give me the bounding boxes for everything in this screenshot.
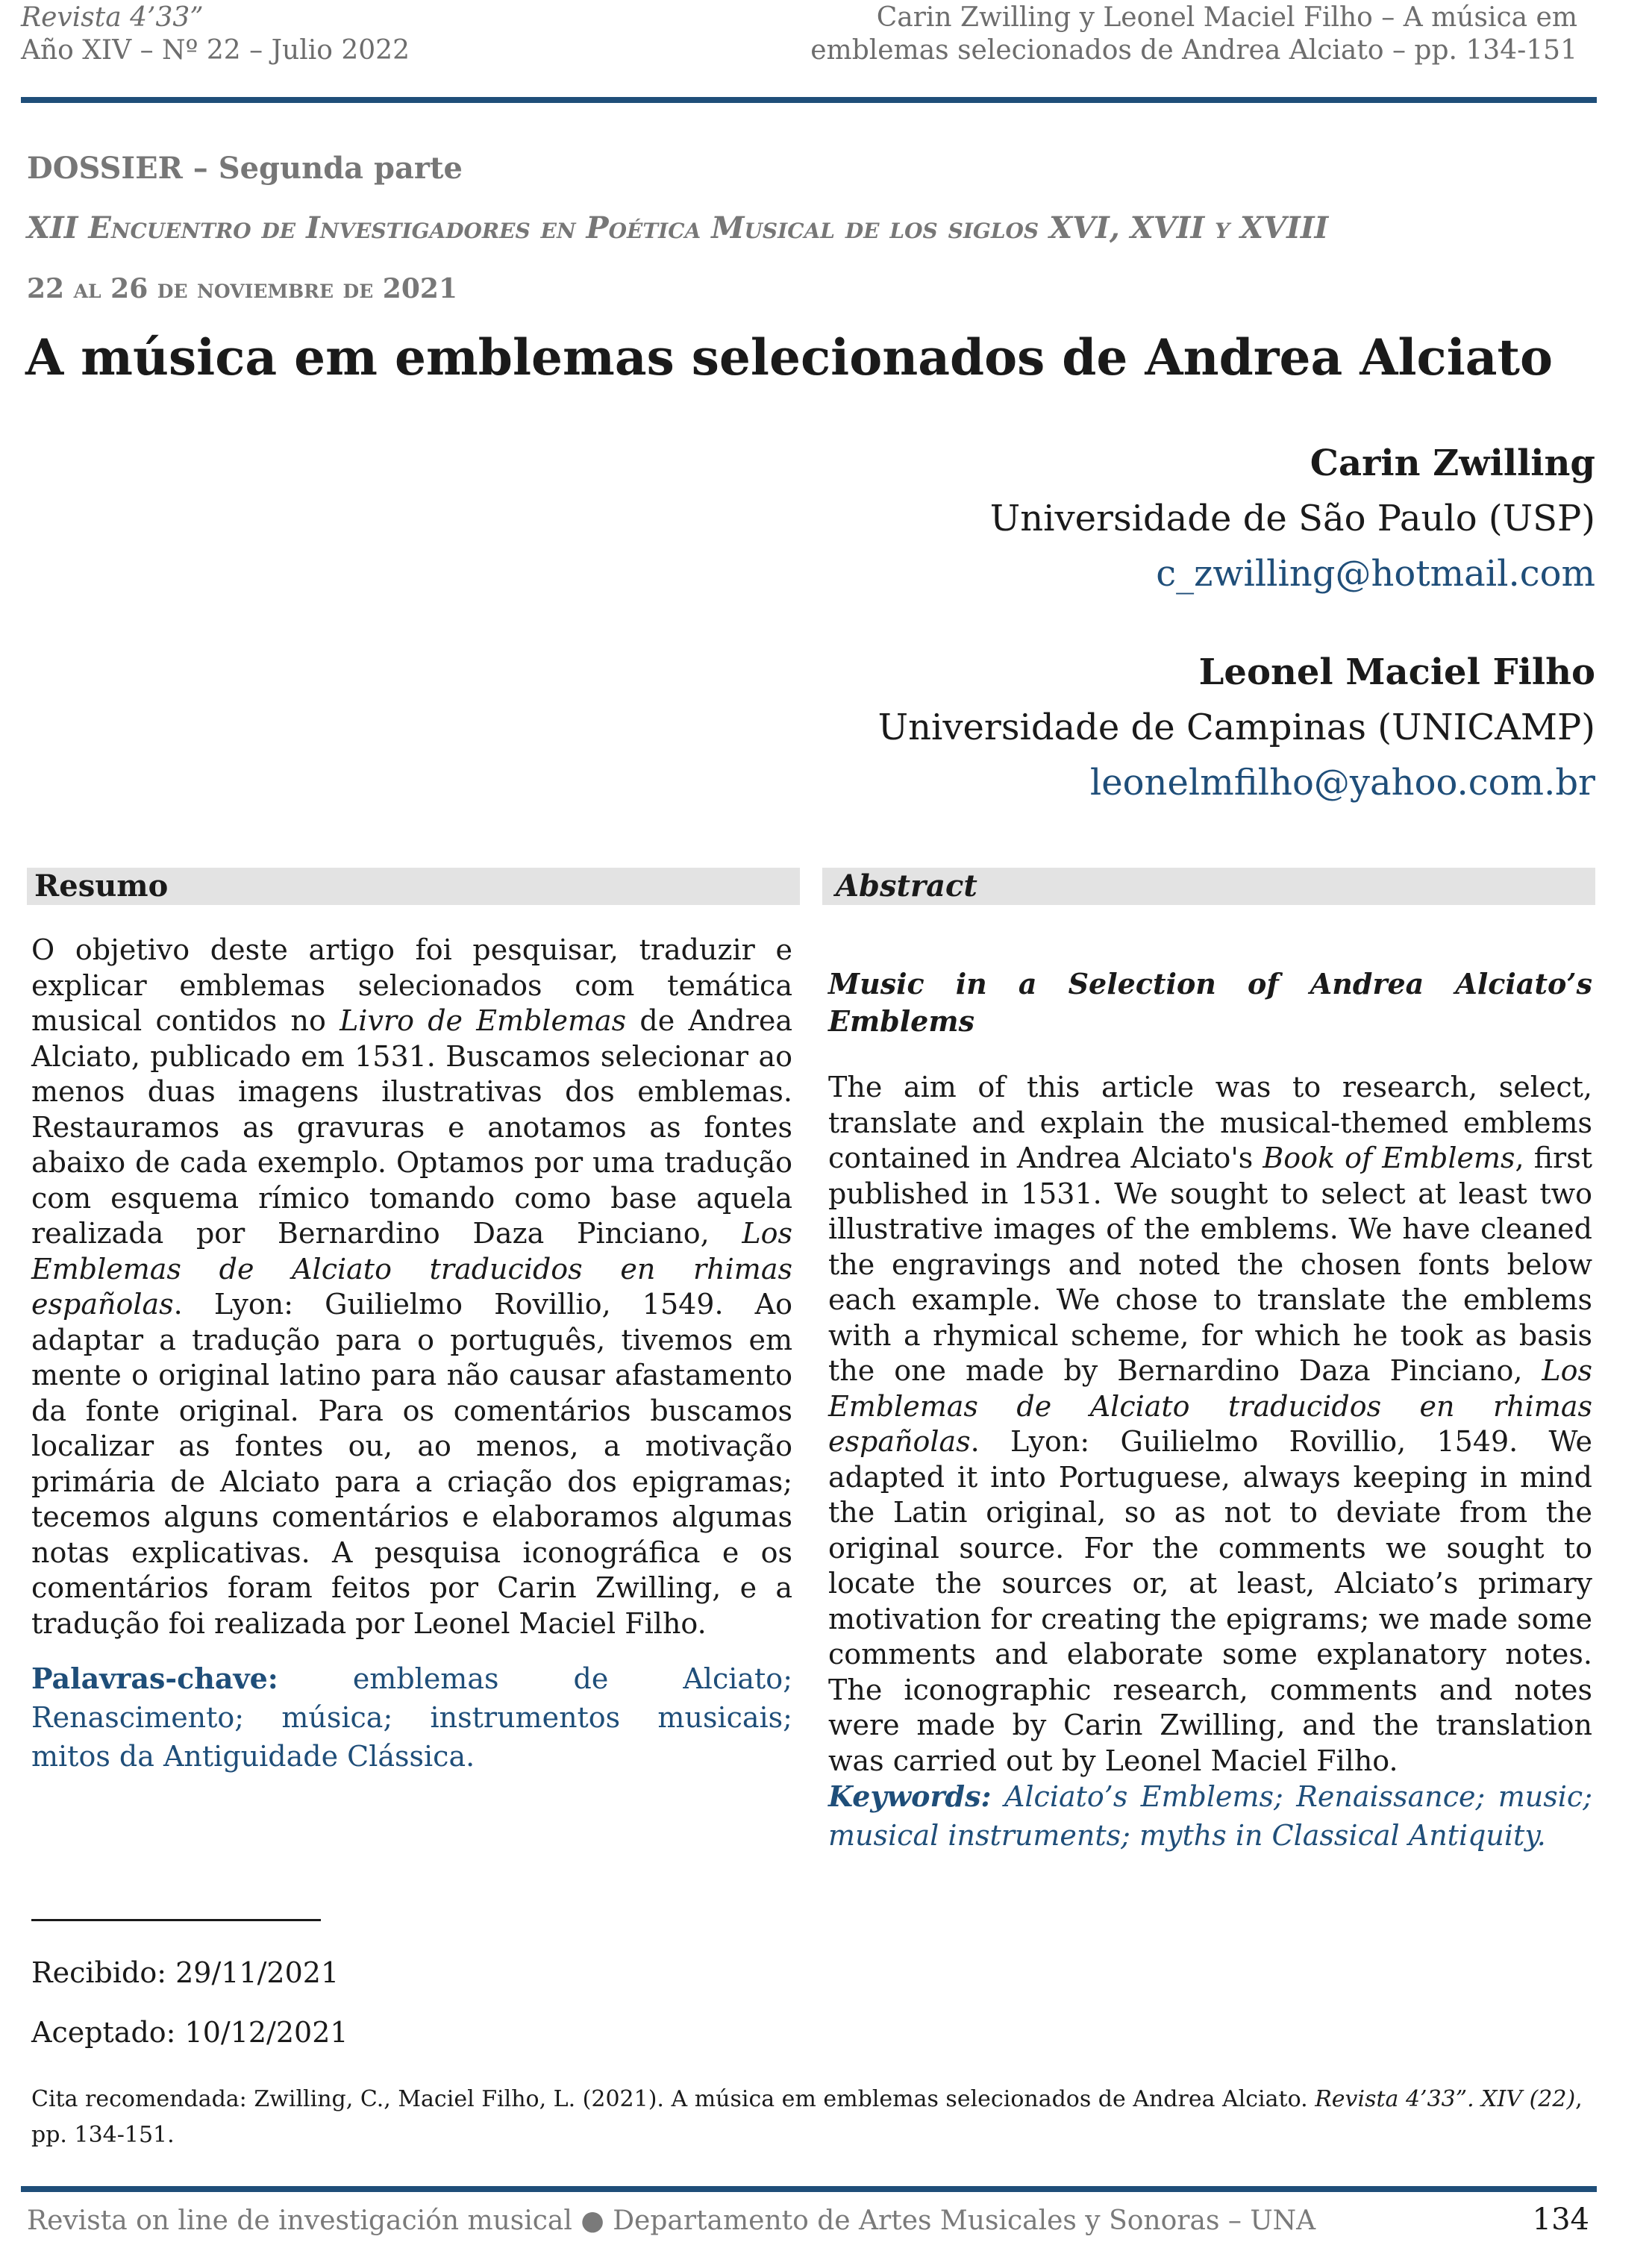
received-date: Recibido: 29/11/2021 <box>31 1956 340 1989</box>
author-block-2 <box>878 645 1595 810</box>
article-title: A música em emblemas selecionados de Andrea Alciato <box>25 328 1554 386</box>
running-header-right <box>810 1 1577 67</box>
footer-text: Revista on line de investigación musical ● Departamento de Artes Musicales y Sonoras – UNA <box>27 2205 1316 2236</box>
resumo-keywords: Palavras-chave: emblemas de Alciato; Renascimento; música; instrumentos musicais; mitos da Antiguidade Clássica. <box>31 1662 792 1773</box>
author-affiliation: Universidade de Campinas (UNICAMP) <box>877 707 1595 748</box>
running-title-line-2: emblemas selecionados de Andrea Alciato – pp. 134-151 <box>810 35 1577 66</box>
author-affiliation: Universidade de São Paulo (USP) <box>989 498 1595 539</box>
running-header-left <box>21 1 410 67</box>
issue-info: Año XIV – Nº 22 – Julio 2022 <box>21 35 410 66</box>
author-email-link[interactable]: c_zwilling@hotmail.com <box>1156 553 1595 595</box>
header-rule <box>21 97 1597 103</box>
accepted-date: Aceptado: 10/12/2021 <box>31 2016 348 2049</box>
footnote-rule <box>31 1919 321 1921</box>
resumo-heading: Resumo <box>27 868 800 905</box>
dossier-label: DOSSIER – Segunda parte <box>27 151 463 186</box>
page-number: 134 <box>1532 2202 1589 2237</box>
event-date: 22 al 26 de noviembre de 2021 <box>27 273 458 304</box>
running-title-line-1: Carin Zwilling y Leonel Maciel Filho – A música em <box>876 2 1577 33</box>
abstract-heading: Abstract <box>822 868 1595 905</box>
abstract-keywords: Keywords: Alciato’s Emblems; Renaissance; music; musical instruments; myths in Classical Antiquity. <box>828 1779 1592 1852</box>
abstract-body: The aim of this article was to research, select, translate and explain the musical-themed emblems contained in Andrea Alciato's Book of Emblems, first published in 1531. We sought to select at least two illustrative images of the emblems. We have cleaned the engravings and noted the chosen fonts below each example. We chose to translate the emblems with a rhymical scheme, for which he took as basis the one made by Bernardino Daza Pinciano, Los Emblemas de Alciato traducidos en rhimas españolas. Lyon: Guilielmo Rovillio, 1549. We adapted it into Portuguese, always keeping in mind the Latin original, so as not to deviate from the original source. For the comments we sought to locate the sources or, at least, Alciato’s primary motivation for creating the epigrams; we made some comments and elaborate some explanatory notes. The iconographic research, comments and notes were made by Carin Zwilling, and the translation was carried out by Leonel Maciel Filho. <box>828 1071 1592 1777</box>
footer-rule <box>21 2186 1597 2192</box>
abstract-title: Music in a Selection of Andrea Alciato’s Emblems <box>828 967 1592 1038</box>
journal-name: Revista 4’33” <box>21 2 204 33</box>
resumo-body: O objetivo deste artigo foi pesquisar, traduzir e explicar emblemas selecionados com temática musical contidos no Livro de Emblemas de Andrea Alciato, publicado em 1531. Buscamos selecionar ao menos duas imagens ilustrativas dos emblemas. Restauramos as gravuras e anotamos as fontes abaixo de cada exemplo. Optamos por uma tradução com esquema rímico tomando como base aquela realizada por Bernardino Daza Pinciano, Los Emblemas de Alciato traducidos en rhimas españolas. Lyon: Guilielmo Rovillio, 1549. Ao adaptar a tradução para o português, tivemos em mente o original latino para não causar afastamento da fonte original. Para os comentários buscamos localizar as fontes ou, ao menos, a motivação primária de Alciato para a criação dos epigramas; tecemos alguns comentários e elaboramos algumas notas explicativas. A pesquisa iconográfica e os comentários foram feitos por Carin Zwilling, e a tradução foi realizada por Leonel Maciel Filho. <box>31 933 792 1640</box>
encuentro-label: XII Encuentro de Investigadores en Poética Musical de los siglos XVI, XVII y XVIII <box>27 210 1329 245</box>
recommended-citation: Cita recomendada: Zwilling, C., Maciel Filho, L. (2021). A música em emblemas selecionados de Andrea Alciato. Revista 4’33”. XIV (22), pp. 134-151. <box>31 2086 1583 2148</box>
author-name: Leonel Maciel Filho <box>1198 651 1595 693</box>
author-name: Carin Zwilling <box>1310 442 1595 484</box>
resumo-column <box>31 933 792 1776</box>
author-block-1 <box>990 436 1595 601</box>
author-email-link[interactable]: leonelmfilho@yahoo.com.br <box>1089 762 1595 804</box>
